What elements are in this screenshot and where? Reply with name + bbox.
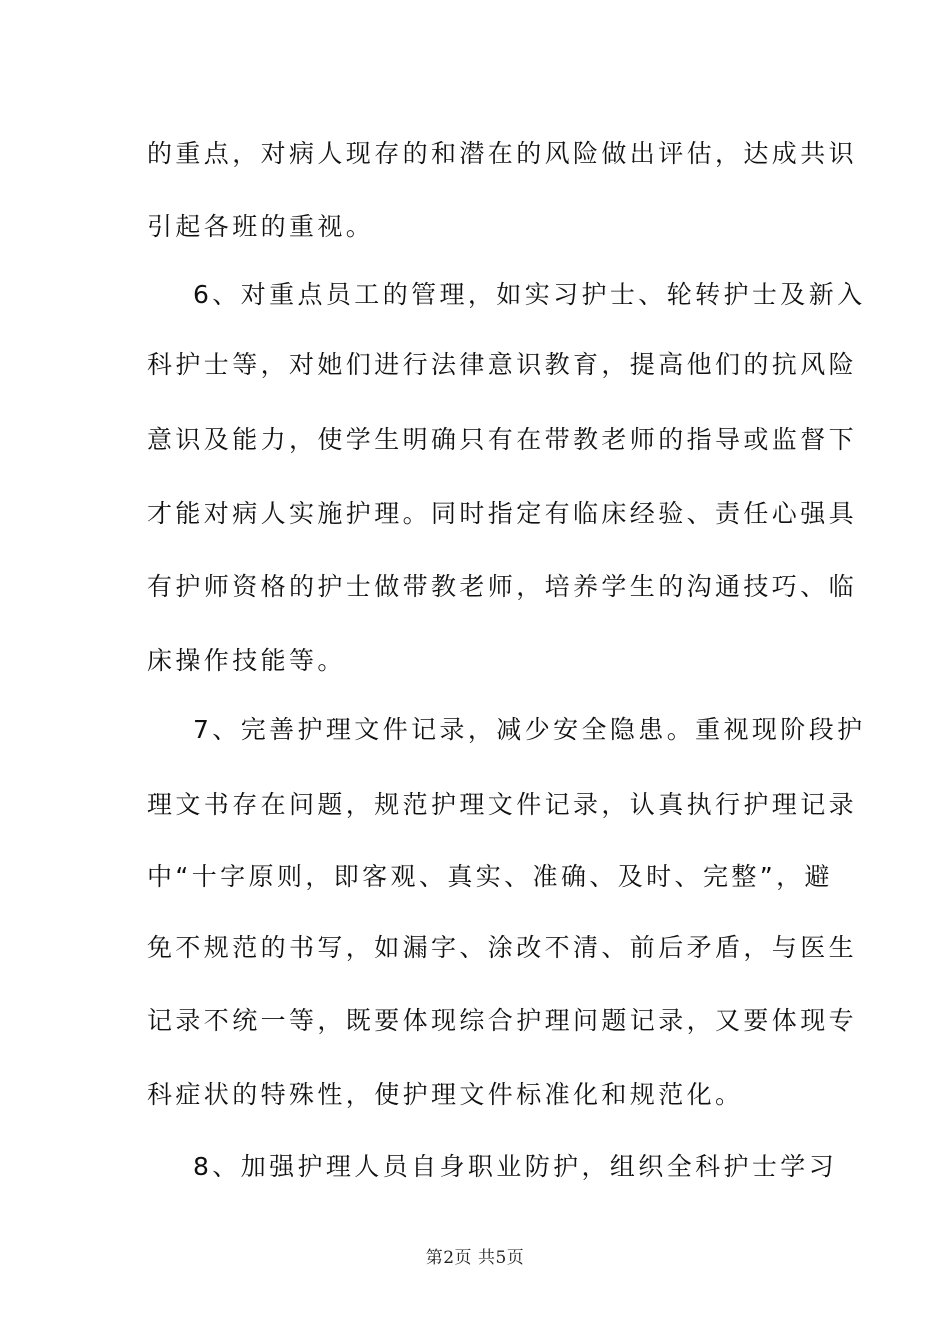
text-line: 的重点，对病人现存的和潜在的风险做出评估，达成共识 bbox=[147, 139, 858, 168]
text-line: 理文书存在问题，规范护理文件记录，认真执行护理记录 bbox=[147, 790, 858, 819]
text-line: 科护士等，对她们进行法律意识教育，提高他们的抗风险 bbox=[147, 350, 858, 379]
text-line: 中“十字原则，即客观、真实、准确、及时、完整”，避 bbox=[147, 862, 833, 891]
paragraph-6-start-line: 6、对重点员工的管理，如实习护士、轮转护士及新入 bbox=[193, 280, 866, 309]
page-number-footer: 第2页 共5页 bbox=[425, 1248, 525, 1268]
text-line: 才能对病人实施护理。同时指定有临床经验、责任心强具 bbox=[147, 499, 858, 528]
text-line: 记录不统一等，既要体现综合护理问题记录，又要体现专 bbox=[147, 1006, 858, 1035]
text-line: 科症状的特殊性，使护理文件标准化和规范化。 bbox=[147, 1080, 744, 1109]
text-line: 有护师资格的护士做带教老师，培养学生的沟通技巧、临 bbox=[147, 572, 858, 601]
text-line: 床操作技能等。 bbox=[147, 646, 346, 675]
text-line: 引起各班的重视。 bbox=[147, 212, 375, 241]
paragraph-8-start-line: 8、加强护理人员自身职业防护，组织全科护士学习 bbox=[193, 1152, 838, 1181]
paragraph-7-start-line: 7、完善护理文件记录，减少安全隐患。重视现阶段护 bbox=[193, 715, 866, 744]
text-line: 意识及能力，使学生明确只有在带教老师的指导或监督下 bbox=[147, 425, 858, 454]
text-line: 免不规范的书写，如漏字、涂改不清、前后矛盾，与医生 bbox=[147, 933, 858, 962]
